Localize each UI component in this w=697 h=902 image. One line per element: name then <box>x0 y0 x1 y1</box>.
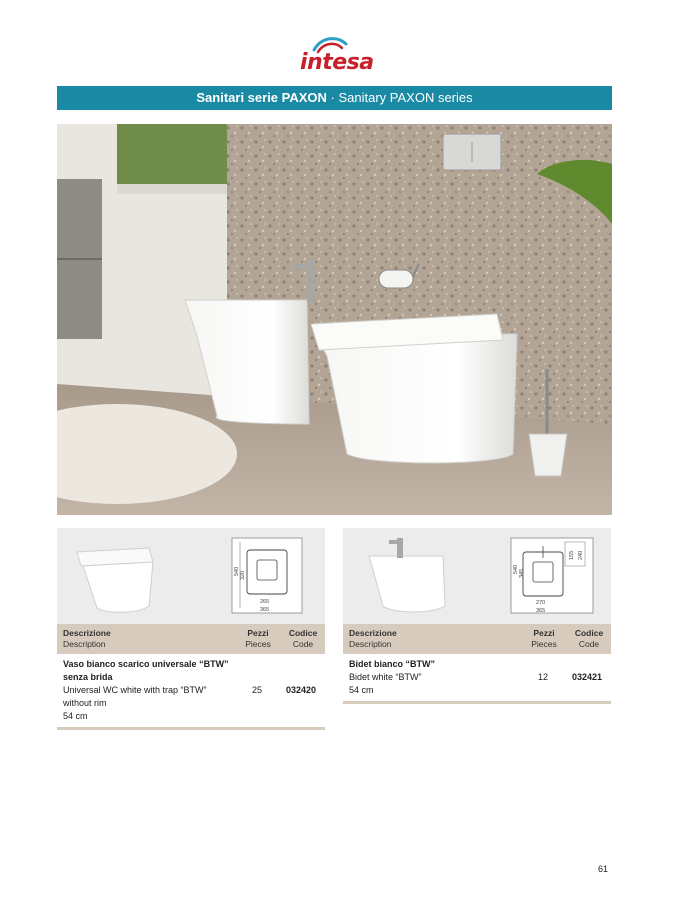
product-card-bidet <box>343 528 611 704</box>
wc-dim-h2: 320 <box>240 570 246 580</box>
product-code: 032421 <box>571 672 603 682</box>
bidet-dim-h1: 540 <box>513 564 519 574</box>
header-code: Codice Code <box>574 628 604 649</box>
product-size: 54 cm <box>349 685 374 695</box>
product-row-wc <box>57 654 325 727</box>
page-number: 61 <box>598 864 609 874</box>
bathroom-photo-icon <box>57 124 612 515</box>
header-pieces: Pezzi Pieces <box>245 628 271 649</box>
title-separator: · <box>326 90 339 105</box>
wc-drawing-icon <box>57 528 325 624</box>
section-title-bar <box>57 86 612 110</box>
bidet-dim-t1: 155 <box>569 550 575 560</box>
product-name-it: Bidet bianco “BTW” <box>349 659 435 669</box>
header-description: Descrizione Description <box>349 628 397 649</box>
product-card-wc <box>57 528 325 730</box>
product-name-it: Vaso bianco scarico universale “BTW” <box>63 659 229 669</box>
bidet-dim-w1: 270 <box>536 600 546 606</box>
bidet-dim-w2: 365 <box>536 608 546 614</box>
title-italian: Sanitari serie PAXON <box>196 90 327 105</box>
brand-logo <box>296 34 376 80</box>
product-image-wc <box>57 528 325 624</box>
product-desc-en: Bidet white “BTW” 12 032421 <box>349 671 611 684</box>
bathroom-photo <box>57 124 612 515</box>
product-pieces: 25 <box>251 685 262 695</box>
wc-dim-w1: 265 <box>260 599 270 605</box>
product-code: 032420 <box>285 685 317 695</box>
header-code: Codice Code <box>288 628 318 649</box>
product-row-bidet <box>343 654 611 701</box>
row-divider <box>343 701 611 704</box>
wc-dim-h1: 540 <box>234 566 240 576</box>
product-size: 54 cm <box>63 711 88 721</box>
product-desc-en-2: without rim <box>63 698 107 708</box>
bidet-dim-t2: 240 <box>578 550 584 560</box>
header-description: Descrizione Description <box>63 628 111 649</box>
title-english: Sanitary PAXON series <box>338 90 473 105</box>
product-image-bidet <box>343 528 611 624</box>
product-name-it-2: senza brida <box>63 672 113 682</box>
header-pieces: Pezzi Pieces <box>531 628 557 649</box>
table-header <box>343 624 611 654</box>
bidet-drawing-icon <box>343 528 611 624</box>
row-divider <box>57 727 325 730</box>
wc-dim-w2: 365 <box>260 607 270 613</box>
product-desc-en: Universal WC white with trap “BTW” 25 032420 <box>63 684 325 697</box>
product-pieces: 12 <box>537 672 548 682</box>
bidet-dim-h2: 345 <box>519 568 525 578</box>
table-header <box>57 624 325 654</box>
brand-name: intesa <box>300 50 374 75</box>
